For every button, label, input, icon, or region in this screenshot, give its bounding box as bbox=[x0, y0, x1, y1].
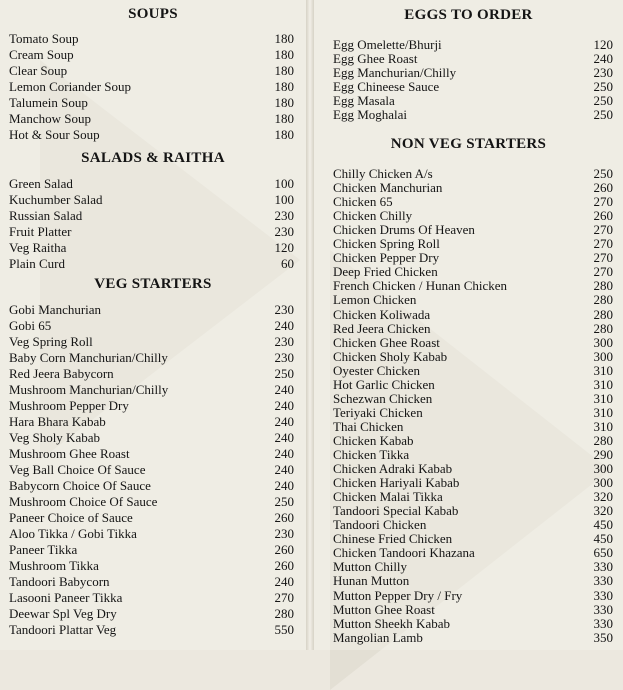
menu-item-name: Chicken Spring Roll bbox=[333, 236, 440, 252]
menu-item-name: Hot Garlic Chicken bbox=[333, 376, 435, 392]
menu-item-name: Talumein Soup bbox=[9, 95, 88, 110]
menu-item-price: 300 bbox=[593, 334, 613, 350]
menu-item-name: Tandoori Plattar Veg bbox=[9, 622, 117, 637]
menu-item-price: 240 bbox=[274, 478, 294, 493]
menu-item-name: Chicken Ghee Roast bbox=[333, 334, 440, 350]
menu-item-name: Manchow Soup bbox=[9, 111, 91, 126]
menu-item-price: 310 bbox=[593, 404, 613, 420]
menu-item-name: Teriyaki Chicken bbox=[333, 404, 423, 420]
menu-item-price: 330 bbox=[593, 615, 613, 631]
menu-item-name: Lemon Coriander Soup bbox=[9, 79, 132, 94]
menu-item-name: Egg Omelette/Bhurji bbox=[333, 37, 442, 52]
menu-item-name: Mutton Pepper Dry / Fry bbox=[333, 587, 463, 603]
menu-item-name: Paneer Tikka bbox=[9, 542, 78, 557]
menu-item-name: Green Salad bbox=[9, 176, 73, 191]
menu-item-name: Lemon Chicken bbox=[333, 292, 417, 308]
menu-item-price: 350 bbox=[593, 629, 613, 645]
menu-item-name: Chicken Adraki Kabab bbox=[333, 461, 453, 477]
menu-item-price: 320 bbox=[593, 489, 613, 505]
menu-item-price: 250 bbox=[593, 79, 613, 95]
menu-item-name: Mushroom Ghee Roast bbox=[9, 446, 130, 461]
menu-item-price: 290 bbox=[593, 447, 613, 462]
menu-item-name: Paneer Choice of Sauce bbox=[9, 510, 133, 525]
menu-item-name: Egg Moghalai bbox=[333, 107, 408, 123]
menu-item-price: 180 bbox=[274, 31, 294, 46]
menu-item-name: Lasooni Paneer Tikka bbox=[9, 590, 123, 605]
menu-column-right bbox=[314, 0, 623, 650]
menu-item-price: 280 bbox=[593, 278, 613, 294]
section-heading-salads-and-raitha: SALADS & RAITHA bbox=[81, 150, 225, 166]
section-heading-soups: SOUPS bbox=[128, 6, 178, 22]
menu-item-price: 240 bbox=[274, 382, 294, 397]
menu-item-name: Mutton Ghee Roast bbox=[333, 601, 435, 617]
menu-item-name: French Chicken / Hunan Chicken bbox=[333, 278, 508, 294]
menu-item-price: 180 bbox=[274, 127, 294, 142]
menu-item-price: 450 bbox=[593, 517, 613, 533]
menu-item-name: Deewar Spl Veg Dry bbox=[9, 606, 117, 621]
menu-item-name: Chicken Kabab bbox=[333, 432, 414, 448]
menu-item-price: 280 bbox=[593, 320, 613, 336]
menu-item-price: 230 bbox=[274, 334, 294, 349]
menu-item-name: Baby Corn Manchurian/Chilly bbox=[9, 350, 168, 365]
menu-item-price: 330 bbox=[593, 559, 613, 575]
menu-item-price: 270 bbox=[274, 590, 294, 605]
menu-item-price: 230 bbox=[274, 302, 294, 317]
section-heading-eggs-to-order: EGGS TO ORDER bbox=[404, 7, 533, 23]
menu-item-price: 230 bbox=[274, 224, 294, 239]
menu-item-name: Babycorn Choice Of Sauce bbox=[9, 478, 151, 493]
menu-item-price: 240 bbox=[274, 446, 294, 461]
section-heading-non-veg-starters: NON VEG STARTERS bbox=[390, 136, 547, 152]
menu-item-price: 330 bbox=[593, 587, 613, 603]
menu-item-price: 240 bbox=[274, 318, 294, 333]
menu-item-name: Mushroom Choice Of Sauce bbox=[9, 494, 158, 509]
menu-item-name: Veg Spring Roll bbox=[9, 334, 93, 349]
menu-item-price: 550 bbox=[274, 622, 294, 637]
menu-item-name: Schezwan Chicken bbox=[333, 390, 433, 406]
menu-item-name: Veg Sholy Kabab bbox=[9, 430, 100, 445]
menu-item-name: Red Jeera Babycorn bbox=[9, 366, 114, 381]
menu-item-price: 270 bbox=[593, 236, 613, 252]
menu-item-name: Plain Curd bbox=[9, 256, 65, 271]
menu-item-price: 270 bbox=[593, 222, 613, 238]
menu-item-name: Chicken Sholy Kabab bbox=[333, 348, 448, 364]
menu-item-name: Hunan Mutton bbox=[333, 573, 410, 589]
menu-item-price: 650 bbox=[593, 545, 613, 561]
menu-item-price: 280 bbox=[274, 606, 294, 621]
section-heading-veg-starters: VEG STARTERS bbox=[94, 276, 212, 292]
menu-item-price: 260 bbox=[593, 180, 613, 196]
menu-item-name: Egg Masala bbox=[333, 93, 395, 109]
menu-item-name: Egg Ghee Roast bbox=[333, 51, 418, 67]
menu-item-name: Chicken Hariyali Kabab bbox=[333, 475, 460, 491]
menu-item-price: 330 bbox=[593, 601, 613, 617]
menu-item-price: 310 bbox=[593, 390, 613, 406]
menu-item-price: 250 bbox=[593, 93, 613, 109]
menu-item-price: 180 bbox=[274, 111, 294, 126]
menu-item-name: Thai Chicken bbox=[333, 418, 404, 434]
menu-item-price: 330 bbox=[593, 573, 613, 589]
menu-item-price: 270 bbox=[593, 264, 613, 280]
menu-item-price: 180 bbox=[274, 47, 294, 62]
menu-item-name: Veg Raitha bbox=[9, 240, 67, 255]
menu-item-price: 240 bbox=[274, 462, 294, 477]
menu-item-name: Chicken Manchurian bbox=[333, 180, 443, 196]
menu-item-price: 120 bbox=[274, 240, 294, 255]
menu-item-price: 230 bbox=[274, 208, 294, 223]
menu-item-name: Chicken Drums Of Heaven bbox=[333, 222, 475, 238]
menu-item-price: 230 bbox=[274, 526, 294, 541]
menu-item-price: 250 bbox=[274, 494, 294, 509]
menu-item-name: Gobi 65 bbox=[9, 318, 52, 333]
menu-item-name: Chicken Chilly bbox=[333, 208, 413, 224]
menu-item-price: 310 bbox=[593, 362, 613, 378]
menu-item-name: Clear Soup bbox=[9, 63, 68, 78]
menu-item-name: Kuchumber Salad bbox=[9, 192, 103, 207]
menu-item-name: Tomato Soup bbox=[9, 31, 79, 46]
menu-item-price: 240 bbox=[593, 51, 613, 67]
menu-item-price: 230 bbox=[274, 350, 294, 365]
menu-item-name: Mushroom Pepper Dry bbox=[9, 398, 129, 413]
menu-item-price: 100 bbox=[274, 192, 294, 207]
menu-item-price: 280 bbox=[593, 306, 613, 322]
menu-column-left bbox=[0, 0, 306, 650]
menu-item-price: 180 bbox=[274, 63, 294, 78]
menu-item-name: Deep Fried Chicken bbox=[333, 264, 438, 280]
menu-item-price: 180 bbox=[274, 79, 294, 94]
menu-item-name: Tandoori Babycorn bbox=[9, 574, 110, 589]
menu-item-price: 280 bbox=[593, 292, 613, 308]
menu-item-price: 260 bbox=[274, 510, 294, 525]
menu-item-name: Veg Ball Choice Of Sauce bbox=[9, 462, 146, 477]
menu-item-name: Mutton Chilly bbox=[333, 559, 408, 575]
menu-item-name: Hara Bhara Kabab bbox=[9, 414, 106, 429]
menu-item-price: 120 bbox=[593, 37, 613, 52]
menu-item-price: 260 bbox=[274, 542, 294, 557]
menu-item-price: 280 bbox=[593, 432, 613, 448]
menu-item-name: Fruit Platter bbox=[9, 224, 72, 239]
menu-item-price: 240 bbox=[274, 430, 294, 445]
menu-item-name: Mutton Sheekh Kabab bbox=[333, 615, 450, 631]
menu-item-price: 240 bbox=[274, 574, 294, 589]
menu-item-price: 240 bbox=[274, 414, 294, 429]
menu-item-name: Egg Manchurian/Chilly bbox=[333, 65, 457, 81]
menu-item-price: 260 bbox=[593, 208, 613, 224]
menu-item-price: 250 bbox=[593, 166, 613, 181]
menu-item-name: Tandoori Special Kabab bbox=[333, 503, 459, 519]
menu-item-name: Hot & Sour Soup bbox=[9, 127, 100, 142]
menu-item-name: Oyester Chicken bbox=[333, 362, 421, 378]
menu-item-name: Gobi Manchurian bbox=[9, 302, 102, 317]
menu-item-name: Cream Soup bbox=[9, 47, 74, 62]
menu-item-price: 300 bbox=[593, 461, 613, 477]
menu-item-price: 250 bbox=[274, 366, 294, 381]
menu-item-price: 320 bbox=[593, 503, 613, 519]
column-divider bbox=[306, 0, 314, 650]
menu-item-name: Chinese Fried Chicken bbox=[333, 531, 453, 547]
menu-item-price: 270 bbox=[593, 194, 613, 210]
menu-item-name: Tandoori Chicken bbox=[333, 517, 427, 533]
menu-item-price: 250 bbox=[593, 107, 613, 123]
menu-item-name: Chilly Chicken A/s bbox=[333, 166, 433, 181]
menu-item-price: 310 bbox=[593, 376, 613, 392]
menu-item-price: 300 bbox=[593, 348, 613, 364]
menu-item-price: 300 bbox=[593, 475, 613, 491]
menu-item-price: 240 bbox=[274, 398, 294, 413]
menu-item-price: 100 bbox=[274, 176, 294, 191]
menu-item-name: Chicken Tikka bbox=[333, 447, 410, 462]
menu-item-name: Chicken Koliwada bbox=[333, 306, 431, 322]
menu-item-name: Chicken Malai Tikka bbox=[333, 489, 443, 505]
menu-item-price: 230 bbox=[593, 65, 613, 81]
menu-item-price: 180 bbox=[274, 95, 294, 110]
menu-item-name: Egg Chineese Sauce bbox=[333, 79, 440, 95]
menu-item-name: Mushroom Tikka bbox=[9, 558, 99, 573]
menu-item-price: 60 bbox=[281, 256, 294, 271]
menu-item-name: Mushroom Manchurian/Chilly bbox=[9, 382, 169, 397]
menu-item-price: 270 bbox=[593, 250, 613, 266]
menu-item-name: Russian Salad bbox=[9, 208, 83, 223]
menu-item-price: 450 bbox=[593, 531, 613, 547]
menu-item-name: Chicken Tandoori Khazana bbox=[333, 545, 475, 561]
menu-item-name: Mangolian Lamb bbox=[333, 629, 423, 645]
menu-item-name: Chicken Pepper Dry bbox=[333, 250, 440, 266]
menu-item-price: 260 bbox=[274, 558, 294, 573]
menu-item-name: Chicken 65 bbox=[333, 194, 393, 210]
menu-item-price: 310 bbox=[593, 418, 613, 434]
menu-item-name: Red Jeera Chicken bbox=[333, 320, 431, 336]
menu-item-name: Aloo Tikka / Gobi Tikka bbox=[9, 526, 137, 541]
